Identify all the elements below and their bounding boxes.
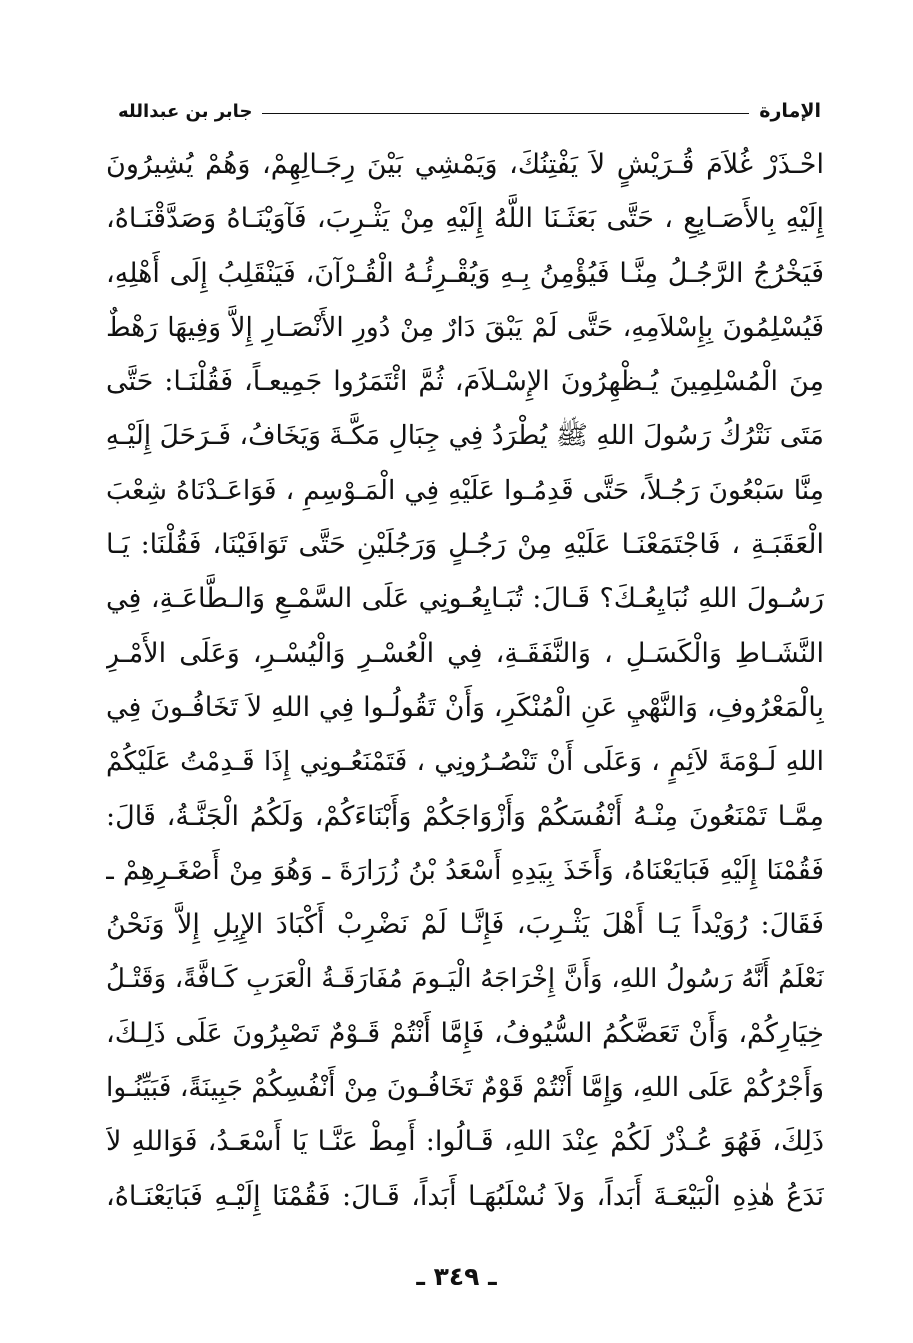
text-line: مِنَّا سَبْعُونَ رَجُـلاً، حَتَّى قَدِمُـوا عَلَيْهِ فِي الْمَـوْسِمِ ، فَوَاعَـدْنَاهُ شِعْبَ — [106, 474, 824, 506]
text-line: رَسُـولَ اللهِ نُبَايِعُـكَ؟ قَـالَ: تُبَـايِعُـونِي عَلَى السَّمْـعِ وَالـطَّاعَـةِ، فِي — [106, 583, 824, 615]
book-title: الإمارة — [759, 100, 821, 122]
text-line: احْـذَرْ غُلاَمَ قُـرَيْشٍ لاَ يَفْتِنُكَ، وَيَمْشِي بَيْنَ رِجَـالِهِمْ، وَهُمْ يُشِيرُونَ — [106, 149, 824, 180]
text-line: فَقَالَ: رُوَيْداً يَـا أَهْلَ يَثْـرِبَ، فَإِنَّـا لَمْ نَضْرِبْ أَكْبَادَ الإِبِلِ إِلاَّ وَنَحْنُ — [106, 909, 824, 941]
text-line: فَيَخْرُجُ الرَّجُـلُ مِنَّـا فَيُؤْمِنُ بِـهِ وَيُقْـرِئُـهُ الْقُـرْآنَ، فَيَنْقَلِبُ إِلَى أَهْلِهِ، — [106, 257, 824, 289]
author-name: جابر بن عبدالله — [118, 100, 253, 122]
text-line: وَأَجْرُكُمْ عَلَى اللهِ، وَإِمَّا أَنْتُمْ قَوْمٌ تَخَافُـونَ مِنْ أَنْفُسِكُمْ جَبِينَةً، فَبَيِّنُـوا — [106, 1072, 824, 1104]
text-line: مِمَّـا تَمْنَعُونَ مِنْـهُ أَنْفُسَكُمْ وَأَزْوَاجَكُمْ وَأَبْنَاءَكُمْ، وَلَكُمُ الْجَنَّـةُ، قَالَ: — [106, 800, 824, 832]
text-line: فَقُمْنَا إِلَيْهِ فَبَايَعْنَاهُ، وَأَخَذَ بِيَدِهِ أَسْعَدُ بْنُ زُرَارَةَ ـ وَهُوَ مِنْ أَصْغَـرِهِمْ ـ — [106, 854, 824, 886]
text-line: بِالْمَعْرُوفِ، وَالنَّهْيِ عَنِ الْمُنْكَرِ، وَأَنْ تَقُولُـوا فِي اللهِ لاَ تَخَافُـونَ فِي — [106, 691, 824, 723]
body-text — [106, 138, 824, 1224]
page-number: ـ ٣٤٩ ـ — [416, 1262, 497, 1291]
text-line: ذَلِكَ، فَهُوَ عُـذْرٌ لَكُمْ عِنْدَ اللهِ، قَـالُوا: أَمِطْ عَنَّـا يَا أَسْعَـدُ، فَوَاللهِ لاَ — [106, 1126, 824, 1158]
text-line: إِلَيْهِ بِالأَصَـابِعِ ، حَتَّى بَعَثَـنَا اللَّهُ إِلَيْهِ مِنْ يَثْـرِبَ، فَآوَيْنَـاهُ وَصَدَّقْنَـاهُ، — [106, 203, 824, 235]
header-divider — [262, 113, 749, 114]
text-line: نَدَعُ هٰذِهِ الْبَيْعَـةَ أَبَداً، وَلاَ نُسْلَبُهَـا أَبَداً، قَـالَ: فَقُمْنَا إِلَيْـهِ فَبَايَعْنَـاهُ، — [106, 1180, 824, 1212]
text-line: اللهِ لَـوْمَةَ لاَئِمٍ ، وَعَلَى أَنْ تَنْصُـرُونِي ، فَتَمْنَعُـونِي إِذَا قَـدِمْتُ عَلَيْكُمْ — [106, 746, 824, 778]
text-line: مِنَ الْمُسْلِمِينَ يُـظْهِرُونَ الإِسْـلاَمَ، ثُمَّ ائْتَمَرُوا جَمِيعـاً، فَقُلْنَـا: حَتَّى — [106, 366, 824, 398]
text-line: فَيُسْلِمُونَ بِإِسْلاَمِهِ، حَتَّى لَمْ يَبْقَ دَارٌ مِنْ دُورِ الأَنْصَـارِ إِلاَّ وَفِيهَا رَهْطٌ — [106, 311, 824, 343]
text-line: النَّشَـاطِ وَالْكَسَـلِ ، وَالنَّفَقَـةِ، فِي الْعُسْـرِ وَالْيُسْـرِ، وَعَلَى الأَمْـرِ — [106, 637, 824, 669]
text-line: خِيَارِكُمْ، وَأَنْ تَعَضَّكُمُ السُّيُوفُ، فَإِمَّا أَنْتُمْ قَـوْمٌ تَصْبِرُونَ عَلَى ذَلِـكَ، — [106, 1017, 824, 1049]
text-line: الْعَقَبَـةِ ، فَاجْتَمَعْنَـا عَلَيْهِ مِنْ رَجُـلٍ وَرَجُلَيْنِ حَتَّى تَوَافَيْنَا، فَقُلْنَا: يَـا — [106, 529, 824, 561]
text-line: نَعْلَمُ أَنَّهُ رَسُولُ اللهِ، وَأَنَّ إِخْرَاجَهُ الْيَـومَ مُفَارَقَـةُ الْعَرَبِ كَـافَّةً، وَقَتْـلُ — [106, 964, 824, 995]
text-line: مَتَى نَتْرُكُ رَسُولَ اللهِ ﷺ يُطْرَدُ فِي جِبَالِ مَكَّـةَ وَيَخَافُ، فَـرَحَلَ إِلَيْـهِ — [106, 420, 824, 452]
running-header — [118, 96, 821, 126]
